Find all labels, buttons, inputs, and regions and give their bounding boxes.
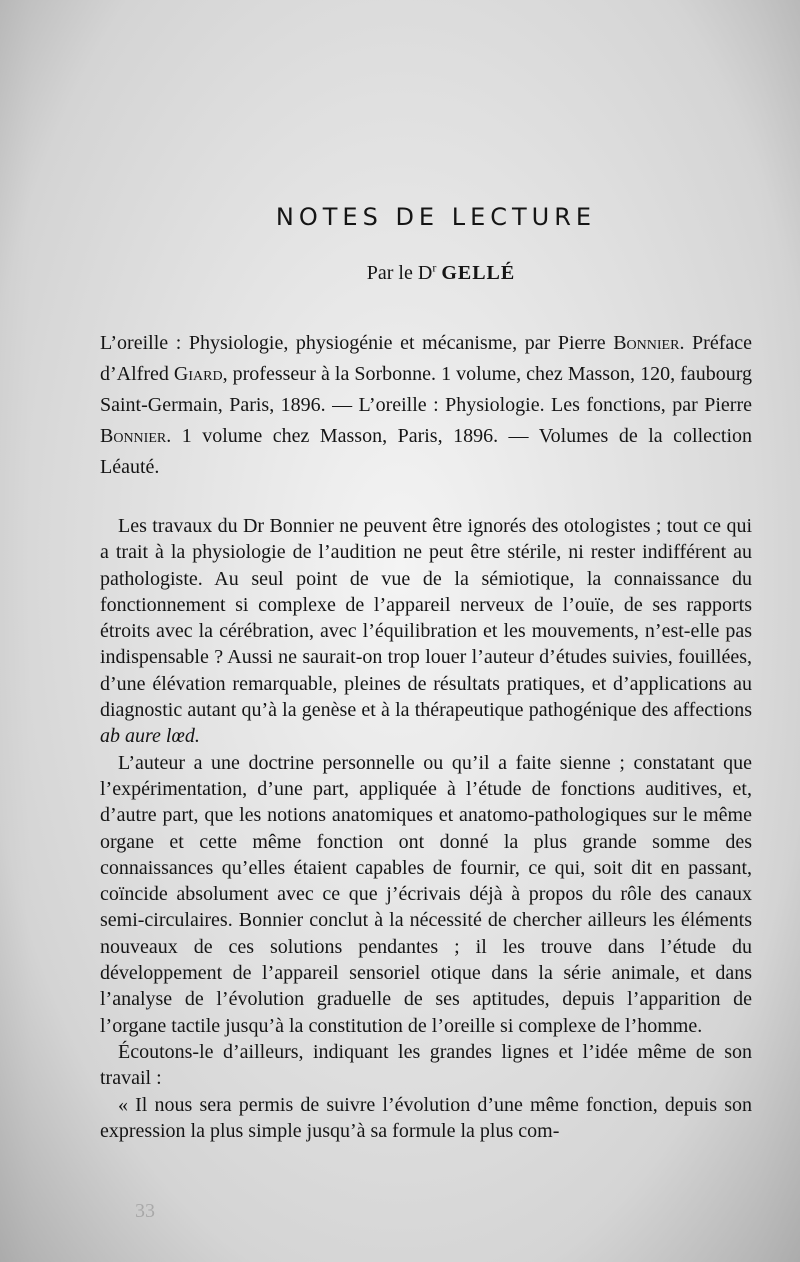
paragraph-1 <box>100 513 752 750</box>
citation-text-3: , professeur à la Sorbonne. 1 volume, chez Masson, 120, faubourg Saint-Germain, Paris, 1896. — L’oreille : Physiologie. Les fonctions, par Pierre <box>100 363 752 416</box>
page-title: NOTES DE LECTURE <box>275 203 597 231</box>
paragraph-1-text: Les travaux du Dr Bonnier ne peuvent être ignorés des otologistes ; tout ce qui a trait à la physiologie de l’audition ne peut être stérile, ni rester indifférent au pathologiste. Au seul point de vue de la sémiotique, la connaissance du fonctionnement si complexe de l’appareil nerveux de l’ouïe, de ses rapports étroits avec la cérébration, avec l’équilibration et les mouvements, n’est-elle pas indispensable ? Aussi ne saurait-on trop louer l’auteur d’études suivies, fouillées, d’une élévation remarquable, pleines de résultats pratiques, et d’applications au diagnostic autant qu’à la genèse et à la thérapeutique pathogénique des affections <box>100 515 752 722</box>
citation-giard: Giard <box>173 363 223 385</box>
article-body <box>100 513 752 1144</box>
paragraph-3: Écoutons-le d’ailleurs, indiquant les grandes lignes et l’idée même de son travail : <box>100 1040 752 1090</box>
citation-line-1 <box>100 328 752 483</box>
citation-text-4: . 1 volume chez Masson, Paris, 1896. — Volumes de la collection Léauté. <box>100 425 752 478</box>
byline-prefix: Par le D <box>366 262 433 284</box>
paragraph-4: « Il nous sera permis de suivre l’évolution d’une même fonction, depuis son expression la plus simple jusqu’à sa formule la plus com- <box>100 1093 752 1142</box>
citation-text-1: L’oreille : Physiologie, physiogénie et mécanisme, par Pierre <box>100 332 614 354</box>
byline-superscript: r <box>432 260 437 275</box>
author-byline <box>115 260 767 284</box>
citation-author-2: Bonnier <box>100 425 167 447</box>
book-citation <box>100 328 752 483</box>
page-number: 33 <box>135 1200 155 1222</box>
citation-text-2: . Préface d’Alfred <box>100 332 752 385</box>
citation-author-1: Bonnier <box>613 332 680 354</box>
byline-author: GELLÉ <box>441 262 516 284</box>
paragraph-2: L’auteur a une doctrine personnelle ou qu’il a faite sienne ; constatant que l’expérimentation, d’une part, appliquée à l’étude de fonctions auditives, et, d’autre part, que les notions anatomiques et anatomo-pathologiques sur le même organe et cette même fonction ont donné la plus grande somme des connaissances qu’elles étaient capables de fournir, ce qui, soit dit en passant, coïncide absolument avec ce que j’écrivais déjà à propos du rôle des canaux semi-circulaires. Bonnier conclut à la nécessité de chercher ailleurs les éléments nouveaux de ces solutions pendantes ; il les trouve dans l’étude du développement de l’appareil sensoriel otique dans la série animale, et dans l’analyse de l’évolution graduelle de ses aptitudes, depuis l’apparition de l’organe tactile jusqu’à la constitution de l’oreille si complexe de l’homme. <box>100 751 752 1037</box>
page-content <box>100 205 752 1144</box>
paragraph-1-italic: ab aure lœd. <box>100 725 200 748</box>
